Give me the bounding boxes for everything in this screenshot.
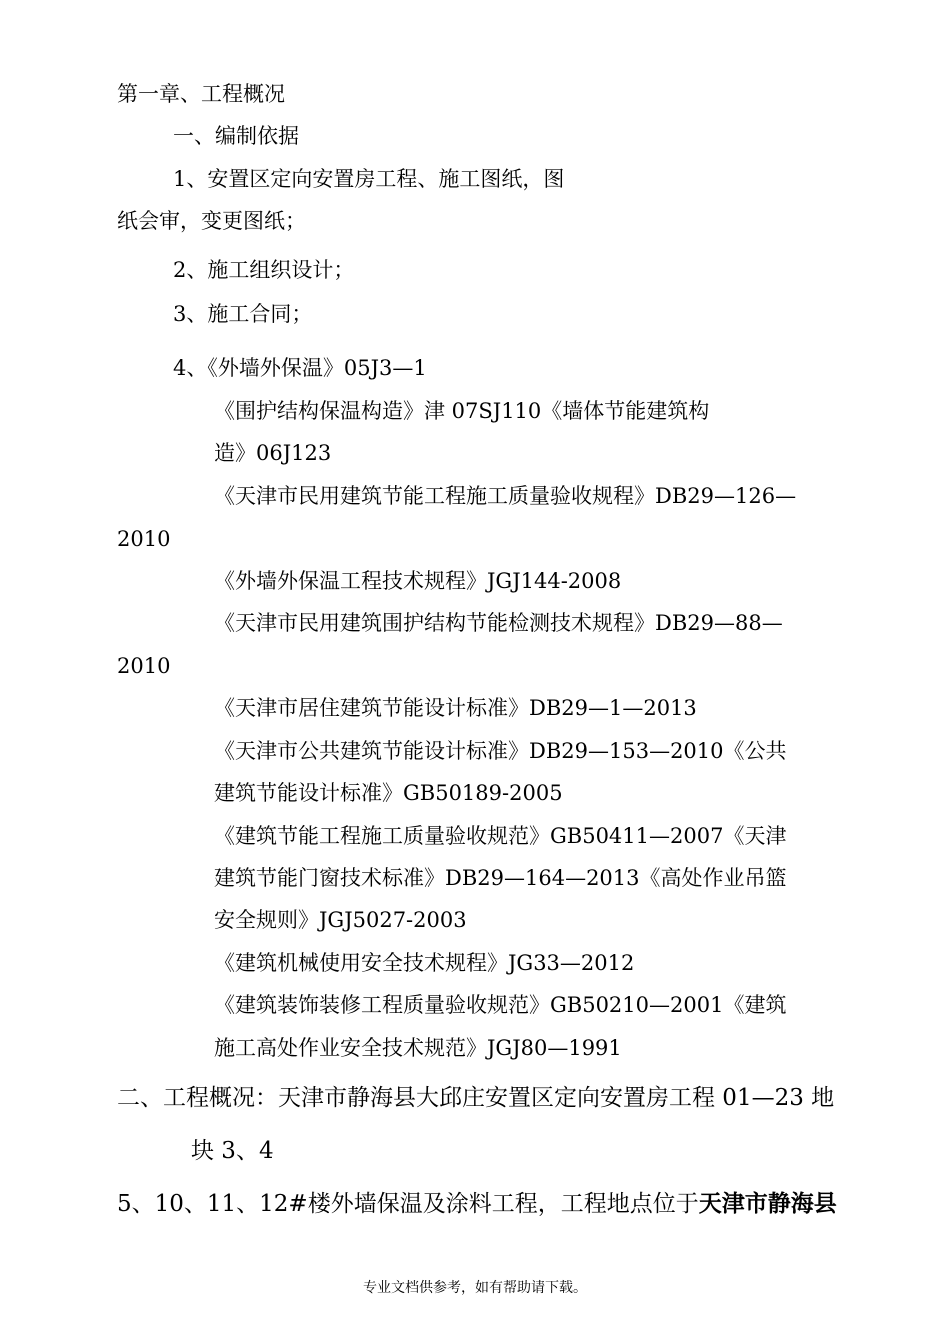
reference-line: 《天津市居住建筑节能设计标准》DB29—1—2013 [214,696,697,720]
reference-line: 建筑节能设计标准》GB50189-2005 [214,781,563,805]
reference-line: 安全规则》JGJ5027-2003 [214,908,467,932]
basis-item-2: 2、施工组织设计； [173,258,355,282]
section-heading-basis: 一、编制依据 [173,124,299,148]
reference-line: 施工高处作业安全技术规范》JGJ80—1991 [214,1036,622,1060]
project-overview-line: 二、工程概况：天津市静海县大邱庄安置区定向安置房工程 01—23 地 [117,1085,835,1111]
reference-line: 造》06J123 [214,441,332,465]
reference-line: 《天津市民用建筑围护结构节能检测技术规程》DB29—88— [214,611,783,635]
reference-line: 《天津市民用建筑节能工程施工质量验收规程》DB29—126— [214,484,797,508]
basis-item-3: 3、施工合同； [173,302,313,326]
basis-item-1: 1、安置区定向安置房工程、施工图纸，图 [173,167,565,191]
project-location-bold: 天津市静海县 [698,1190,837,1217]
project-overview-line [117,1190,837,1218]
reference-line: 《建筑装饰装修工程质量验收规范》GB50210—2001《建筑 [214,993,787,1017]
chapter-title: 第一章、工程概况 [117,82,285,106]
reference-line: 《天津市公共建筑节能设计标准》DB29—153—2010《公共 [214,739,787,763]
reference-line: 建筑节能门窗技术标准》DB29—164—2013《高处作业吊篮 [214,866,787,890]
basis-item-1-cont: 纸会审，变更图纸； [117,209,306,233]
project-overview-line: 块 3、4 [191,1138,274,1164]
reference-line: 《建筑节能工程施工质量验收规范》GB50411—2007《天津 [214,824,787,848]
reference-line: 2010 [117,527,171,551]
project-overview-text: 5、10、11、12#楼外墙保温及涂料工程，工程地点位于 [117,1191,699,1217]
reference-line: 《外墙外保温工程技术规程》JGJ144-2008 [214,569,622,593]
reference-line: 2010 [117,654,171,678]
reference-line: 《建筑机械使用安全技术规程》JG33—2012 [214,951,635,975]
reference-line: 《围护结构保温构造》津 07SJ110《墙体节能建筑构 [214,399,710,423]
basis-item-4: 4、《外墙外保温》05J3—1 [173,356,427,380]
page-footer: 专业文档供参考，如有帮助请下载。 [363,1280,587,1296]
